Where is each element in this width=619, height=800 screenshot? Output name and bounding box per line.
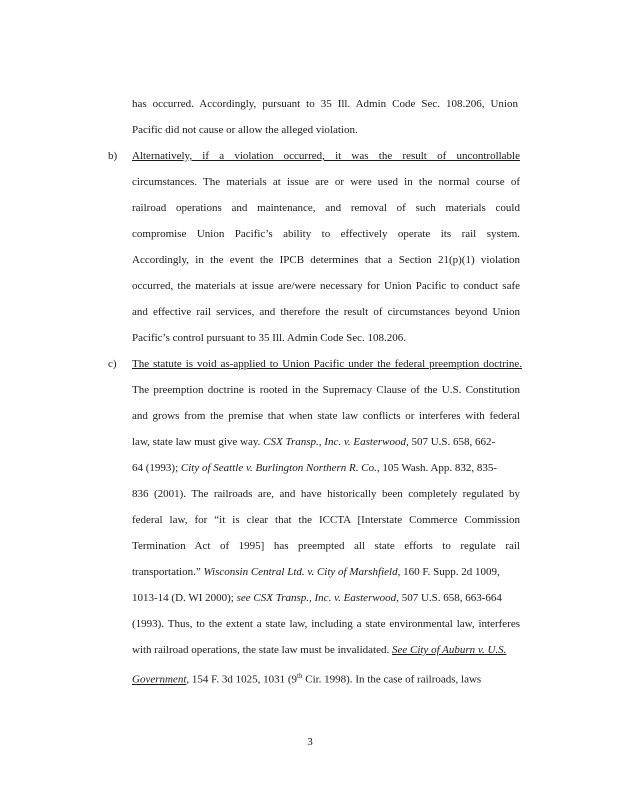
text-line — [132, 149, 520, 163]
text-line — [132, 669, 481, 687]
case-citation: see CSX Transp., Inc. v. Easterwood — [236, 592, 397, 604]
text-line — [132, 487, 520, 501]
line-text: federal law, for “it is clear that the ICCTA [Interstate Commerce Commission — [132, 514, 520, 526]
line-text: circumstances. The materials at issue are or were used in the normal course of — [132, 176, 520, 188]
line-text: , 105 Wash. App. 832, 835- — [376, 462, 498, 474]
case-citation: Wisconsin Central Ltd. v. City of Marshfield — [203, 566, 398, 578]
line-text: railroad operations and maintenance, and removal of such materials could — [132, 202, 520, 214]
line-text: 1013-14 (D. WI 2000); — [132, 592, 237, 604]
text-line — [132, 539, 520, 553]
case-citation: Government — [132, 673, 187, 686]
text-line — [132, 253, 520, 267]
line-text: Cir. 1998). In the case of railroads, laws — [302, 673, 482, 686]
line-text: , 507 U.S. 658, 663-664 — [396, 592, 502, 604]
text-line — [132, 461, 497, 475]
line-text: transportation.” — [132, 566, 204, 578]
text-line — [132, 513, 520, 527]
text-line — [132, 383, 520, 397]
text-line — [132, 227, 520, 241]
line-text: , 160 F. Supp. 2d 1009, — [397, 566, 500, 578]
line-text: , 507 U.S. 658, 662- — [405, 436, 496, 448]
text-line — [132, 123, 358, 137]
text-line — [132, 331, 406, 345]
line-text: occurred, the materials at issue are/were necessary for Union Pacific to conduct safe — [132, 280, 520, 292]
line-text: Accordingly, in the event the IPCB determines that a Section 21(p)(1) violation — [132, 254, 520, 266]
line-text: with railroad operations, the state law must be invalidated. — [132, 644, 392, 656]
text-line — [132, 617, 520, 631]
list-label-b: b) — [108, 150, 118, 162]
case-citation: CSX Transp., Inc. v. Easterwood — [263, 436, 406, 448]
text-line — [132, 591, 502, 605]
line-text: Pacific’s control pursuant to 35 Ill. Admin Code Sec. 108.206. — [132, 332, 407, 344]
line-text: law, state law must give way. — [132, 436, 264, 448]
text-line — [132, 97, 518, 111]
superscript: th — [297, 672, 303, 680]
text-line — [132, 643, 506, 657]
text-line — [132, 279, 520, 293]
line-text: and effective rail services, and therefore the result of circumstances beyond Union — [132, 306, 520, 318]
text-line — [132, 305, 520, 319]
line-text: Termination Act of 1995] has preempted all state efforts to regulate rail — [132, 540, 520, 552]
text-line — [132, 175, 520, 189]
case-citation: City of Seattle v. Burlington Northern R. Co. — [180, 462, 377, 474]
heading-alternatively: Alternatively, if a violation occurred, it was the result of uncontrollable — [132, 150, 520, 162]
list-label-c: c) — [108, 358, 117, 370]
heading-preemption: The statute is void as-applied to Union Pacific under the federal preemption doctrine. — [132, 358, 522, 370]
text-line — [132, 409, 520, 423]
line-text: compromise Union Pacific’s ability to effectively operate its rail system. — [132, 228, 520, 240]
line-text: 64 (1993); — [132, 462, 181, 474]
line-text: has occurred. Accordingly, pursuant to 35 Ill. Admin Code Sec. 108.206, Union — [132, 98, 518, 110]
line-text: 836 (2001). The railroads are, and have historically been completely regulated by — [132, 488, 520, 500]
line-text: The preemption doctrine is rooted in the Supremacy Clause of the U.S. Constitution — [132, 384, 520, 396]
line-text: and grows from the premise that when state law conflicts or interferes with federal — [132, 410, 520, 422]
line-text: Pacific did not cause or allow the alleged violation. — [132, 124, 358, 136]
text-line — [132, 201, 520, 215]
case-citation: See City of Auburn v. U.S. — [391, 644, 507, 656]
text-line — [132, 357, 522, 371]
line-text: , 154 F. 3d 1025, 1031 (9 — [186, 673, 298, 686]
line-text: (1993). Thus, to the extent a state law, including a state environmental law, interferes — [132, 618, 520, 630]
text-line — [132, 435, 495, 449]
page-number: 3 — [307, 736, 313, 748]
text-line — [132, 565, 500, 579]
